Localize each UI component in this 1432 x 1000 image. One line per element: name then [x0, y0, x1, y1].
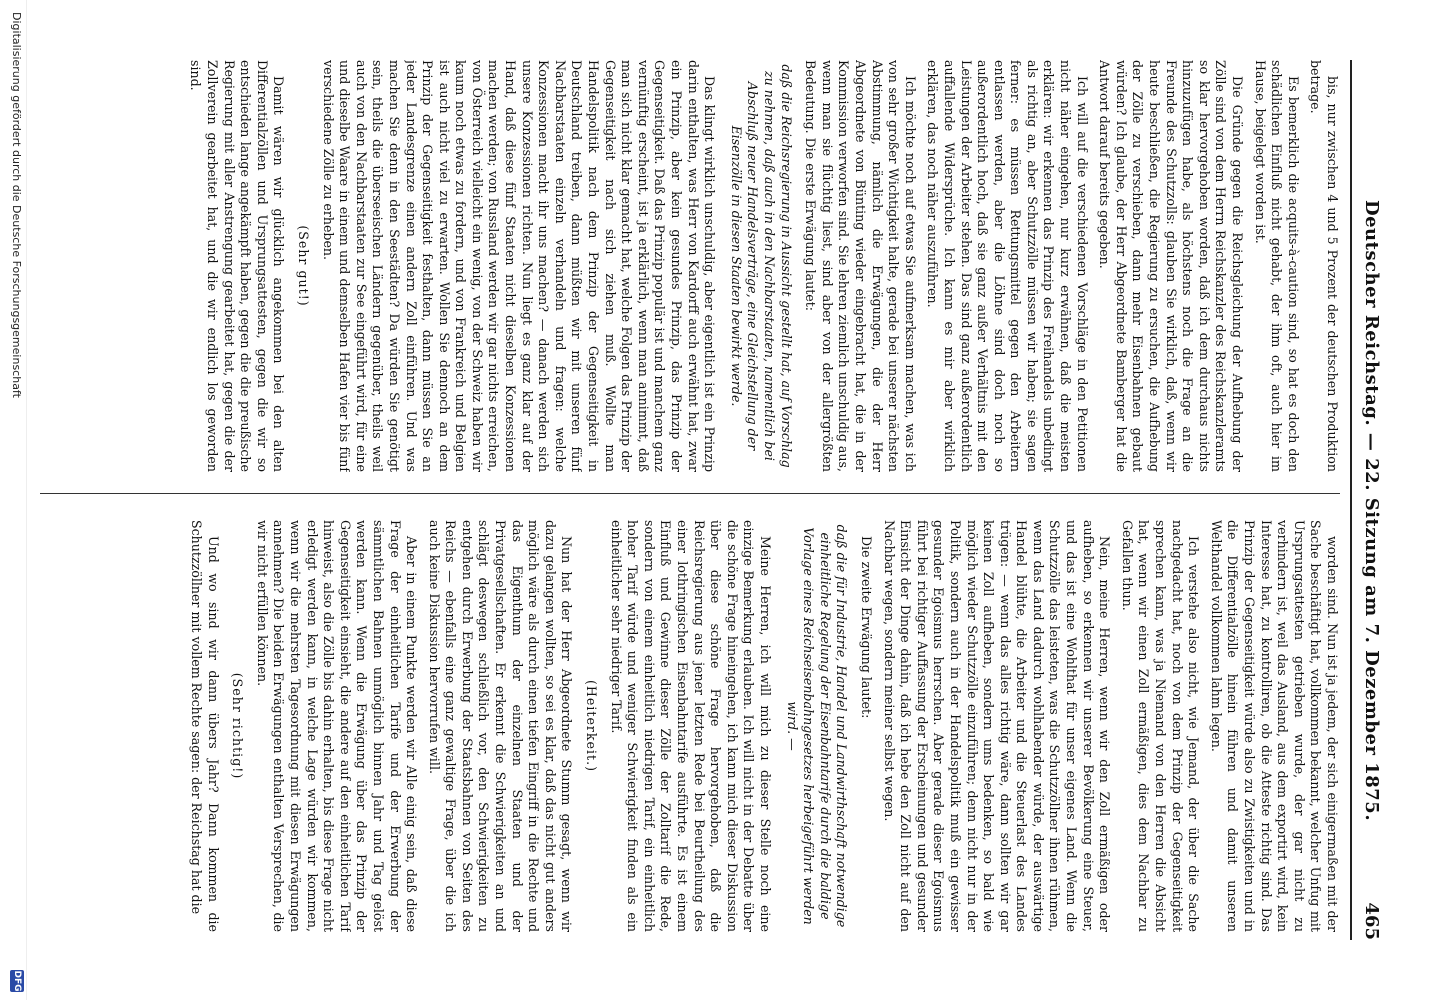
paragraph: Ich verstehe also nicht, wie Jemand, der über die Sache nachgedacht hat, noch von dem Prinzip der Gegenseitigkeit sprechen kann, was ja Niemand von den Herren die Absicht hat, wenn wir einen Zoll ermäßigen, dies dem Nachbar zu Gefallen thun.: [1119, 520, 1202, 932]
page-number: 465: [1361, 902, 1382, 940]
paragraph: Die zweite Erwägung lautet:: [858, 536, 874, 719]
paragraph: Aber in einem Punkte werden wir Alle einig sein, daß diese Frage der einheitlichen Tarife und der Erwerbung der sämmtlichen Bahnen unmöglich binnen Jahr und Tag gelöst werden kann. Wenn die Erwägung über das Prinzip der Gegenseitigkeit einsieht, die andere auf den einheitlichen Tarif hinweist, also die Zölle bis dahin erhalten, bis diese Frage nicht erledigt werden kann, in welche Lage würden wir kommen, wenn wir die mehrsten Tagesordnung mit diesen Erwägungen annehmen? Die beiden Erwägungen enthalten Versprechen, die wir nicht erfüllen können.: [254, 520, 420, 932]
quoted-motion: daß die für Industrie, Handel und Landwirthschaft notwendige einheitliche Regelung der Eisenbahntarife durch die baldige Vorlage eines Reichseisenbahngesetzes herbeigeführt werden wird. —: [784, 524, 850, 928]
paragraph: Nun hat der Herr Abgeordnete Stumm gesagt, wenn wir dazu gelangen wollten, so sei es klar, daß das nicht gut anders möglich wäre als durch einen tiefen Eingriff in die Rechte und das Eigenthum der einzelnen Staaten und der Privatgesellschaften. Er erkennt die Schwierigkeiten an und schlägt deswegen schließlich vor, den Schwierigkeiten zu entgehen durch Erwerbung der Staatsbahnen von Seiten des Reichs — ebenfalls eine ganz gewaltige Frage, über die ich auch keine Diskussion hervorrufen will.: [426, 520, 575, 932]
paragraph: Das klingt wirklich unschuldig, aber eigentlich ist ein Prinzip darin enthalten, was Herr von Kardorff auch erwähnt hat, zwar ein Prinzip, aber kein gesundes Prinzip, das Prinzip der Gegenseitigkeit. Daß das Prinzip populär ist und manchem ganz vernünftig erscheint, ist ja erklärlich, wenn man annimmt, daß man sich nicht klar gemacht hat, welche Folgen das Prinzip der Gegenseitigkeit nach sich ziehen muß. Wollte man Handelspolitik nach dem Prinzip der Gegenseitigkeit in Deutschland treiben, dann müßten wir mit unseren fünf Nachbarstaaten einzeln verhandeln und fragen: welche Konzessionen macht ihr uns machen? — danach werden sich unsere Konzessionen richten. Nun liegt es ganz klar auf der Hand, daß diese fünf Staaten nicht dieselben Konzessionen machen werden; von Russland werden wir gar nichts erreichen, von Österreich vielleicht ein wenig, von der Schweiz haben wir kaum noch etwas zu fordern, und von Frankreich und Belgien ist auch nicht viel zu erwarten. Wollen Sie dennoch an dem Prinzip der Gegenseitigkeit festhalten, dann müssen Sie an jeder Landesgrenze einen andern Zoll einführen. Und was machen Sie denn in den Seestädten? Da würden Sie genötigt sein, theils die überseeischen Ländern gegenüber, theils weil auch von den Nachbarstaaten zur See eingeführt wird, für eine und dieselbe Waare in einem und demselben Hafen vier bis fünf verschiedene Zölle zu erheben.: [320, 60, 718, 472]
paragraph: Es bemerklich die acquits-à-caution sind, so hat es doch den schädlichen Einfluß nicht gehabt, der ihm oft, auch hier im Hause, beigelegt worden ist.: [1252, 60, 1301, 472]
quoted-motion: daß die Reichsregierung in Aussicht gestellt hat, auf Vorschlag zu nehmen, daß auch in den Nachbarstaaten, namentlich bei Abschluß neuer Handelsverträge, eine Gleichstellung der Eisenzölle in diesen Staaten bewirkt werde.: [728, 64, 794, 468]
applause-note: (Sehr richtig!): [230, 672, 246, 780]
paragraph: worden sind. Nun ist ja jedem, der sich einigermaßen mit der Sache beschäftigt hat, vollkommen bekannt, welcher Unfug mit Ursprungsattesten getrieben wurde, der gar nicht zu verhindern ist, weil das Ausland, aus dem exportirt wird, kein Interesse hat, zu kontrolliren, ob die Atteste richtig sind. Das Prinzip der Gegenseitigkeit würde also zu Zwistigkeiten und in die Differentialzölle hinein führen und damit unseren Welthandel vollkommen lahm legen.: [1208, 520, 1340, 932]
paragraph: bis, nur zwischen 4 und 5 Prozent der deutschen Produktion betrage.: [1308, 60, 1340, 472]
paragraph: Damit wären wir glücklich angekommen bei den alten Differentialzöllen und Ursprungsattesten, gegen die wir so entschieden lange angekämpft haben, gegen die die preußische Regierung mit aller Anstrengung gearbeitet hat, gegen die der Zollverein gearbeitet hat, und die wir endlich los geworden sind.: [188, 60, 287, 472]
right-column: [40, 520, 1340, 932]
paragraph: Nein, meine Herren, wenn wir den Zoll ermäßigen oder aufheben, so erkennen wir unserer Bevölkerung eine Steuer, und das ist eine Wohlthat für unser eigenes Land. Wenn die Schutzzölle das leisteten, was die Schutzzöllner ihnen rühmen, wenn das Land dadurch wohlhabender würde, der auswärtige Handel blühte, die Arbeiter und die Steuerlast des Landes trügen: — wenn das alles richtig wäre, dann sollten wir gar keinen Zoll aufheben, sondern ums bedenken, so bald wie möglich wieder Schutzzölle einzuführen; denn nicht nur in der Politik, sondern auch in der Handelspolitik muß ein gewisser gesunder Egoismus herrschen. Aber gerade dieser Egoismus führt bei richtiger Auffassung der Erscheinungen und gesunder Einsicht der Dinge dahin, daß ich hebe den Zoll nicht auf den Nachbar wegen, sondern meiner selbst wegen.: [881, 520, 1113, 932]
paragraph: Die Gründe gegen die Reichsgleichung der Aufhebung der Zölle sind von dem Herrn Reichskanzler des Reichskanzleramts so klar hervorgehoben worden, daß ich dem durchaus nichts hinzuzufügen habe, als höchstens noch die Frage an die Freunde des Schutzzolls: glauben Sie wirklich, daß, wenn wir heute beschließen, die Regierung zu ersuchen, die Aufhebung der Zölle zu verschieben, dann mehr Eisenbahnen gebaut würden? Ich glaube, der Herr Abgeordnete Bamberger hat die Antwort darauf bereits gegeben.: [1097, 60, 1246, 472]
credit-text: Digitalisierung gefördert durch die Deutsche Forschungsgemeinschaft: [10, 12, 23, 398]
paragraph: Meine Herren, ich will mich zu dieser Stelle noch eine einzige Bemerkung erlauben. Ich will nicht in der Debatte über die schöne Frage hineingehen, ich kann mich dieser Diskussion über diese schöne Frage hervorgehoben, daß die Reichsregierung aus jener letzten Rede bei Beurtheilung des einer lothringischen Eisenbahntarife ausführte. Es ist einem Einfluß und Gewinne dieser Zölle der Zolltarif die Rede, sondern von einem einheitlich niedrigen Tarif, ein einheitlich hoher Tarif würde und weniger Schwierigkeit finden als ein einheitlicher sehr niedriger Tarif.: [608, 520, 773, 932]
dfg-logo: DFG: [12, 970, 22, 992]
paragraph: Und wo sind wir dann übers Jahr? Dann kommen die Schutzzöllner mit vollem Rechte sagen: der Reichstag hat die: [189, 520, 221, 932]
applause-note: (Sehr gut!): [295, 225, 311, 307]
column-divider: [40, 493, 1340, 494]
paragraph: Ich will auf die verschiedenen Vorschläge in den Petitionen nicht näher eingehen, nur kurz erwähnen, daß die meisten erklären: wir erkennen das Prinzip des Freihandels unbedingt als richtig an, aber Schutzzölle müssen wir haben; sie sagen ferner: es müssen Rettungsmittel gegen den Arbeitern entlassen werden, aber die Löhne sind doch noch so außerordentlich hoch, daß sie ganz außer Verhältnis mit den Leistungen der Arbeiter stehen. Das sind ganz außerordentlich auffallende Widersprüche. Ich kann es mir aber wirklich erklären, das noch näher auszuführen.: [925, 60, 1090, 472]
left-column: [40, 60, 1340, 472]
digitization-credit-bar: [6, 0, 27, 1000]
applause-note: (Heiterkeit.): [584, 680, 600, 772]
paragraph: Ich möchte noch auf etwas Sie aufmerksam machen, was ich von sehr großer Wichtigkeit halte, gerade bei unserer nächsten Abstimmung, nämlich die Erwägungen, die der Herr Abgeordnete von Bünting wieder eingebracht hat, die in der Kommission verworfen sind. Sie lehren ziemlich unschuldig aus, wenn man sie flüchtig liest, sind aber von der allergrößten Bedeutung. Die erste Erwägung lautet:: [803, 60, 918, 472]
page-title: Deutscher Reichstag. — 22. Sitzung am 7. Dezember 1875.: [1361, 200, 1382, 822]
page-header: [1350, 60, 1392, 940]
